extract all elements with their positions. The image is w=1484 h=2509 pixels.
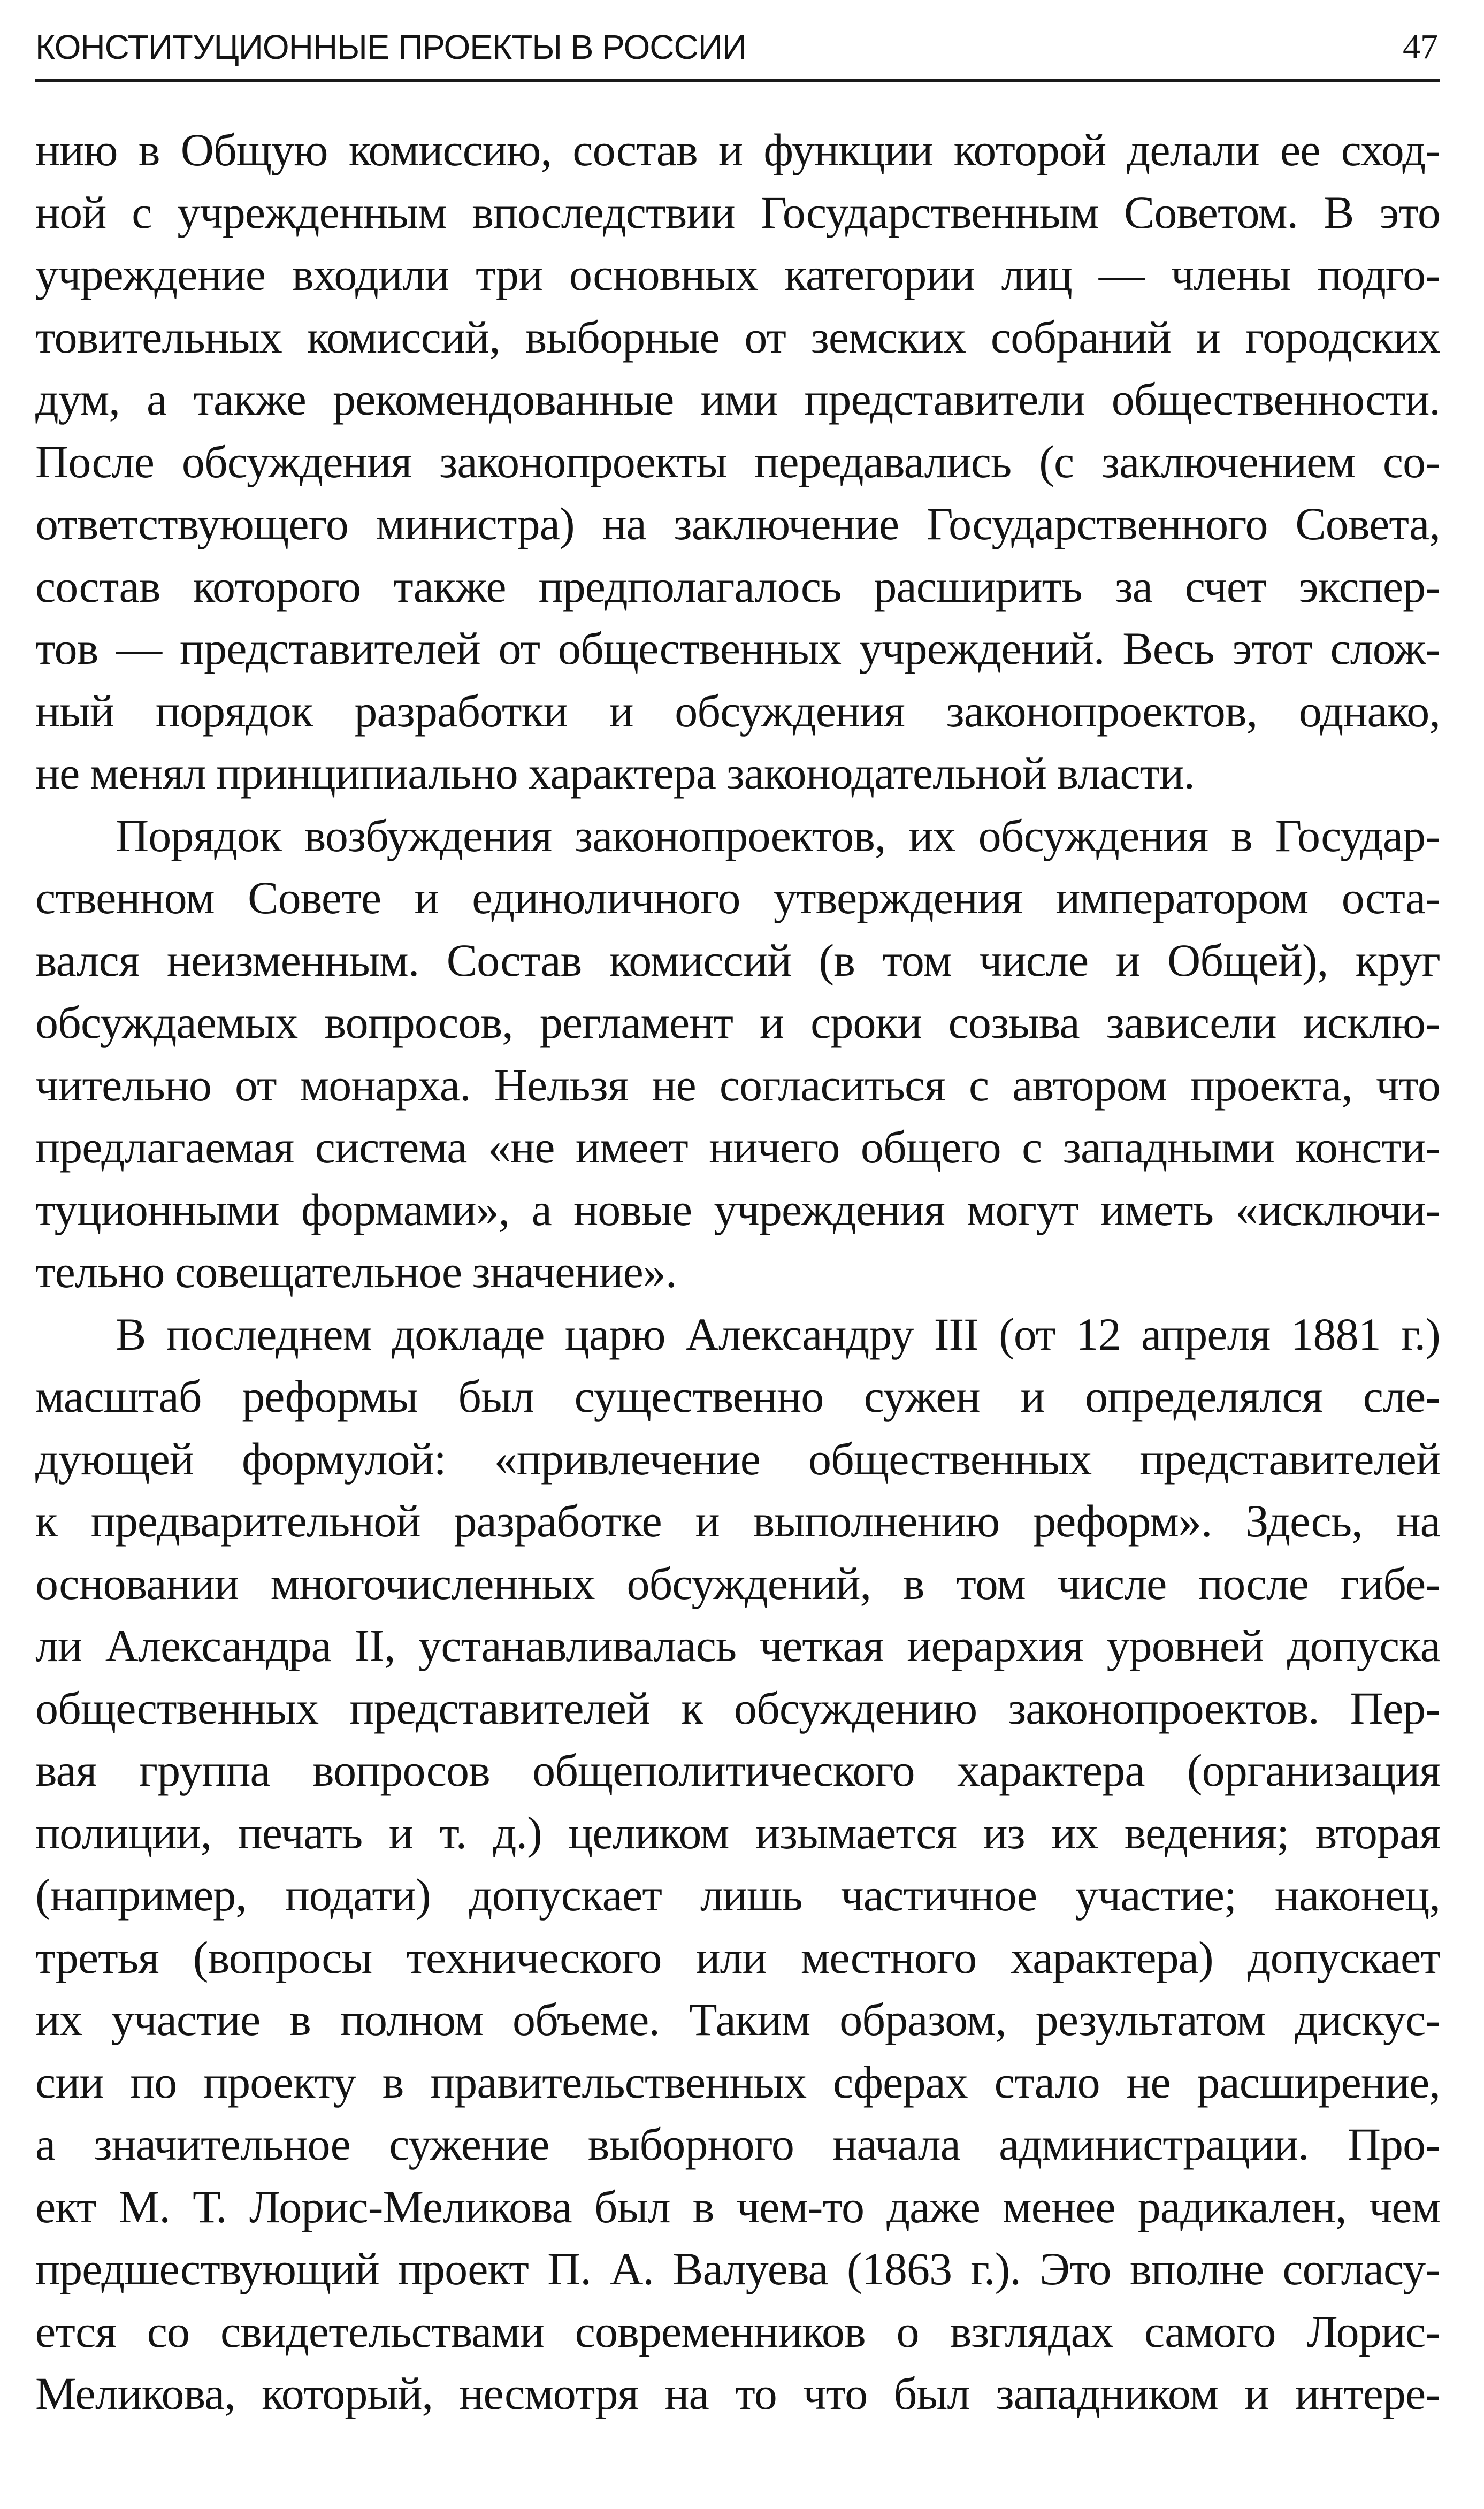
book-page [35,0,1440,2509]
text-line: третья (вопросы технического или местного характера) допускает [35,1931,1440,1983]
body-text [35,119,1440,2425]
text-line: вался неизменным. Состав комиссий (в том числе и Общей), круг [35,934,1440,986]
text-line: а значительное сужение выборного начала администрации. Про- [35,2118,1440,2170]
text-line: масштаб реформы был существенно сужен и определялся сле- [35,1371,1440,1422]
text-line: товительных комиссий, выборные от земских собраний и городских [35,311,1440,363]
text-line: к предварительной разработке и выполнению реформ». Здесь, на [35,1495,1440,1547]
text-line: ной с учрежденным впоследствии Государственным Советом. В это [35,186,1440,238]
text-line: учреждение входили три основных категории лиц — члены подго- [35,249,1440,300]
text-line: общественных представителей к обсуждению законопроектов. Пер- [35,1682,1440,1734]
paragraph-last-line: тельно совещательное значение». [35,1246,677,1297]
text-line: состав которого также предполагалось расширить за счет экспер- [35,560,1440,612]
paragraph-first-line: Порядок возбуждения законопроектов, их обсуждения в Государ- [116,809,1440,861]
text-line: ответствующего министра) на заключение Государственного Совета, [35,498,1440,549]
running-header [35,20,1440,82]
paragraph-last-line: не менял принципиально характера законодательной власти. [35,747,1195,799]
text-line: сии по проекту в правительственных сферах стало не расширение, [35,2056,1440,2108]
text-line: ект М. Т. Лорис-Меликова был в чем-то даже менее радикален, чем [35,2181,1440,2232]
text-line: предлагаемая система «не имеет ничего общего с западными консти- [35,1121,1440,1173]
text-line: их участие в полном объеме. Таким образом, результатом дискус- [35,1994,1440,2045]
text-line: чительно от монарха. Нельзя не согласиться с автором проекта, что [35,1059,1440,1111]
text-line: предшествующий проект П. А. Валуева (1863 г.). Это вполне согласу- [35,2243,1440,2294]
running-title: КОНСТИТУЦИОННЫЕ ПРОЕКТЫ В РОССИИ [35,28,746,66]
text-line: После обсуждения законопроекты передавались (с заключением со- [35,435,1440,487]
text-line: основании многочисленных обсуждений, в том числе после гибе- [35,1557,1440,1609]
text-line: дум, а также рекомендованные ими представители общественности. [35,373,1440,425]
text-line: полиции, печать и т. д.) целиком изымается из их ведения; вторая [35,1807,1440,1858]
text-line: дующей формулой: «привлечение общественных представителей [35,1433,1440,1485]
text-line: ный порядок разработки и обсуждения законопроектов, однако, [35,685,1440,737]
text-line: вая группа вопросов общеполитического характера (организация [35,1745,1440,1796]
text-line: Меликова, который, несмотря на то что был западником и интере- [35,2368,1440,2419]
text-line: ственном Совете и единоличного утверждения императором оста- [35,872,1440,923]
text-line: нию в Общую комиссию, состав и функции которой делали ее сход- [35,124,1440,175]
text-line: туционными формами», а новые учреждения могут иметь «исключи- [35,1183,1440,1235]
text-line: ли Александра II, устанавливалась четкая иерархия уровней допуска [35,1620,1440,1671]
text-line: (например, подати) допускает лишь частичное участие; наконец, [35,1869,1440,1921]
text-line: тов — представителей от общественных учреждений. Весь этот слож- [35,623,1440,674]
text-line: ется со свидетельствами современников о взглядах самого Лорис- [35,2305,1440,2357]
page-number: 47 [1403,27,1438,66]
text-line: обсуждаемых вопросов, регламент и сроки созыва зависели исклю- [35,997,1440,1048]
paragraph-first-line: В последнем докладе царю Александру III (от 12 апреля 1881 г.) [116,1308,1440,1360]
